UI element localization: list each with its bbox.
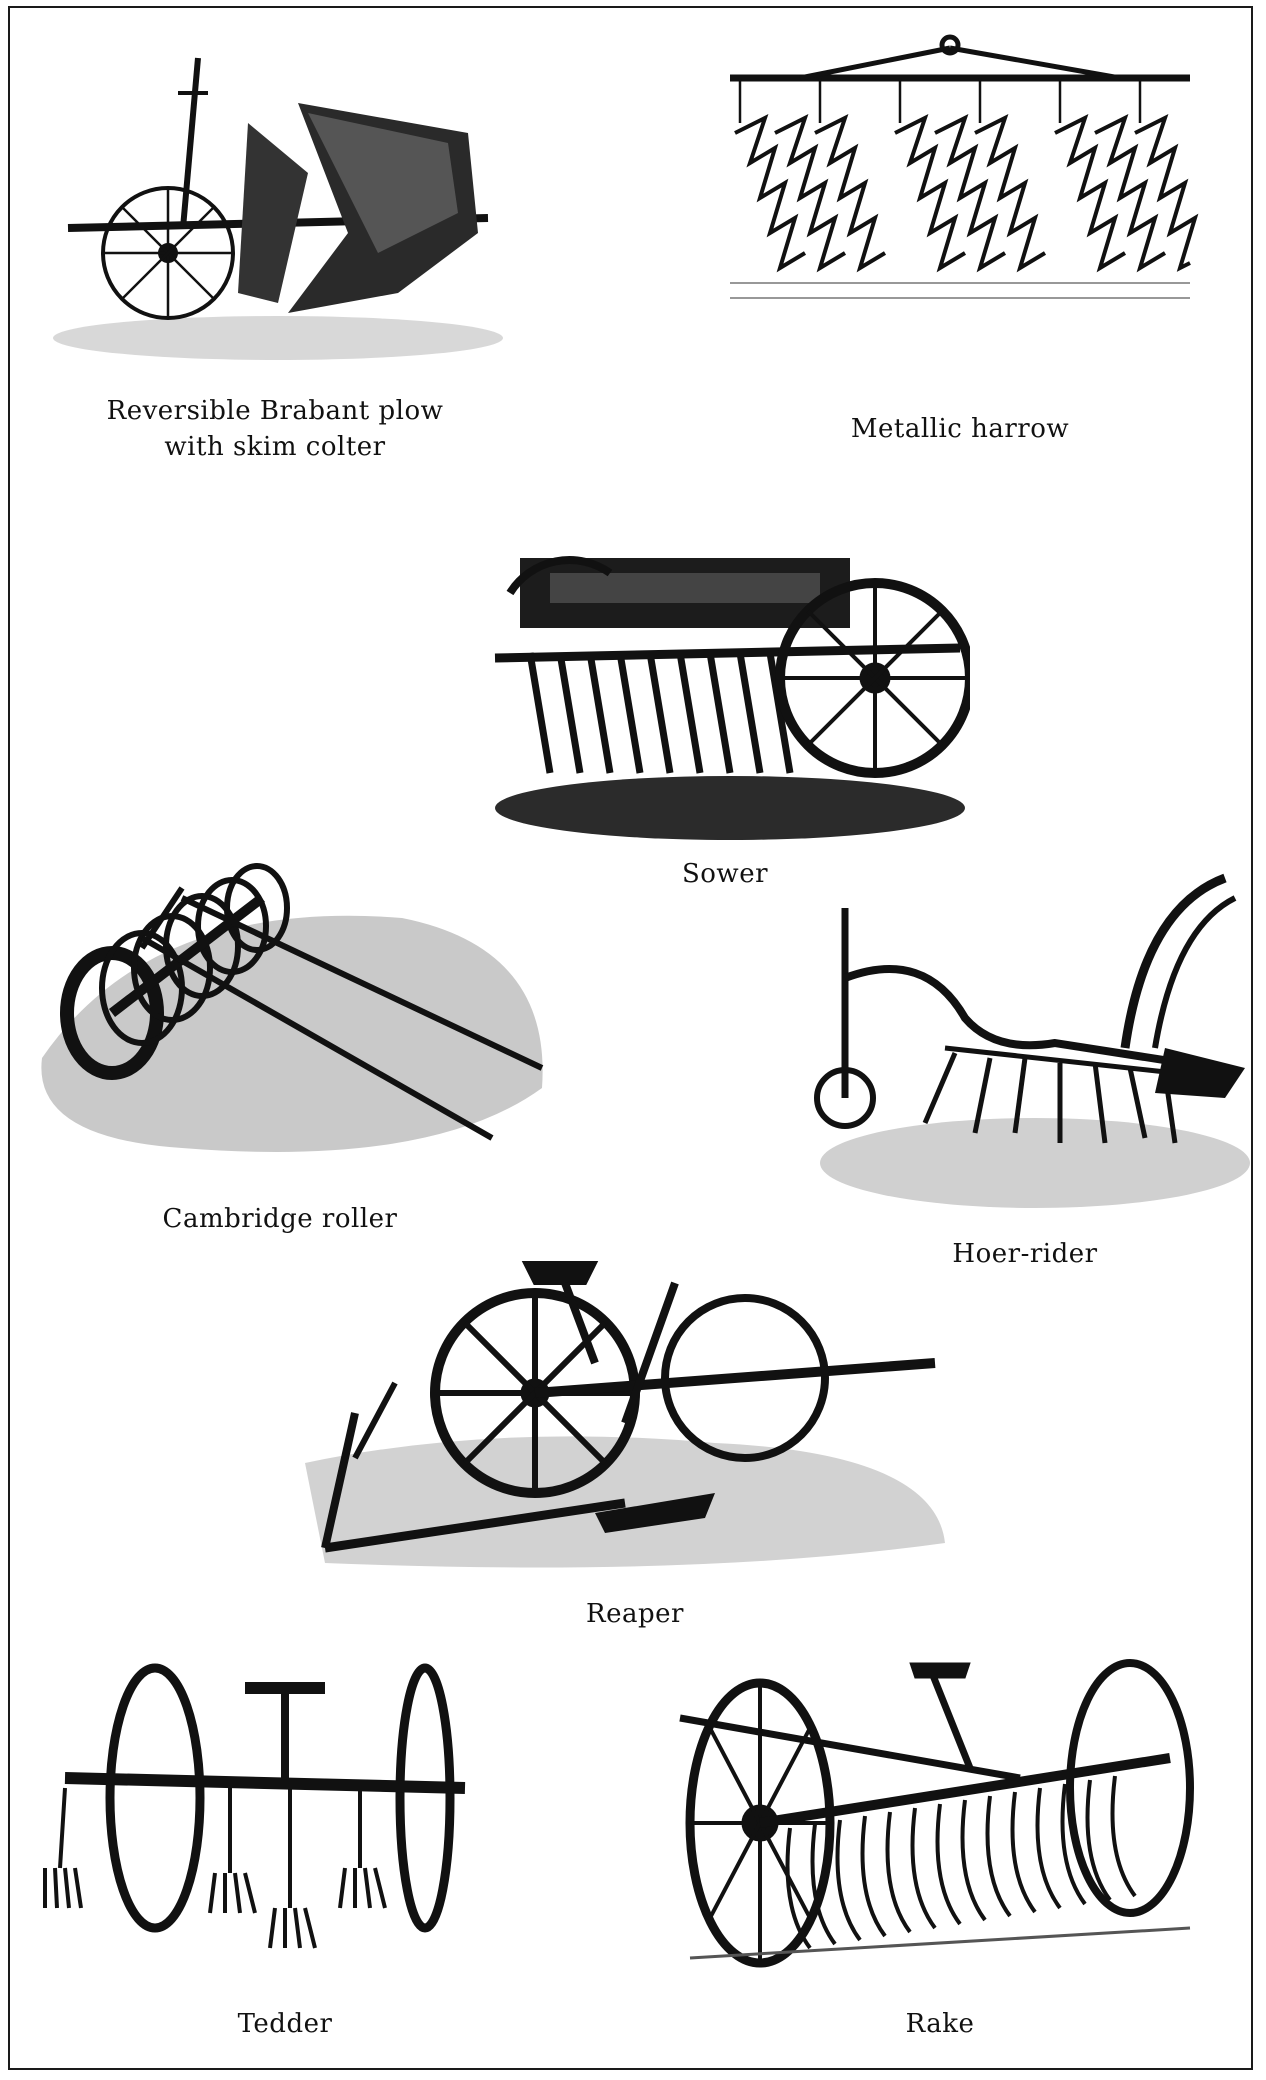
cultivator-icon	[805, 868, 1250, 1213]
caption-brabant-plow: Reversible Brabant plow with skim colter	[106, 396, 444, 462]
reaper-illustration	[295, 1243, 955, 1588]
reaper-icon	[295, 1243, 955, 1588]
tedder-illustration	[25, 1648, 475, 1958]
harrow-icon	[720, 23, 1200, 378]
sower-illustration	[490, 533, 970, 843]
hay-rake-icon	[670, 1648, 1220, 1978]
caption-tedder: Tedder	[237, 2009, 333, 2039]
caption-reaper: Reaper	[586, 1599, 684, 1629]
caption-rake: Rake	[905, 2009, 975, 2039]
roller-illustration	[32, 828, 552, 1168]
caption-sower: Sower	[681, 859, 769, 889]
plate-frame	[8, 6, 1253, 2070]
hoer-rider-illustration	[805, 868, 1250, 1213]
rake-illustration	[670, 1648, 1220, 1978]
seed-drill-icon	[490, 533, 970, 843]
plow-illustration	[48, 53, 508, 363]
caption-hoer-rider: Hoer-rider	[952, 1239, 1098, 1269]
roller-icon	[32, 828, 552, 1168]
plow-icon	[48, 53, 508, 363]
tedder-icon	[25, 1648, 475, 1958]
caption-cambridge-roller: Cambridge roller	[162, 1204, 398, 1234]
caption-metallic-harrow: Metallic harrow	[850, 414, 1070, 444]
harrow-illustration	[720, 23, 1200, 378]
